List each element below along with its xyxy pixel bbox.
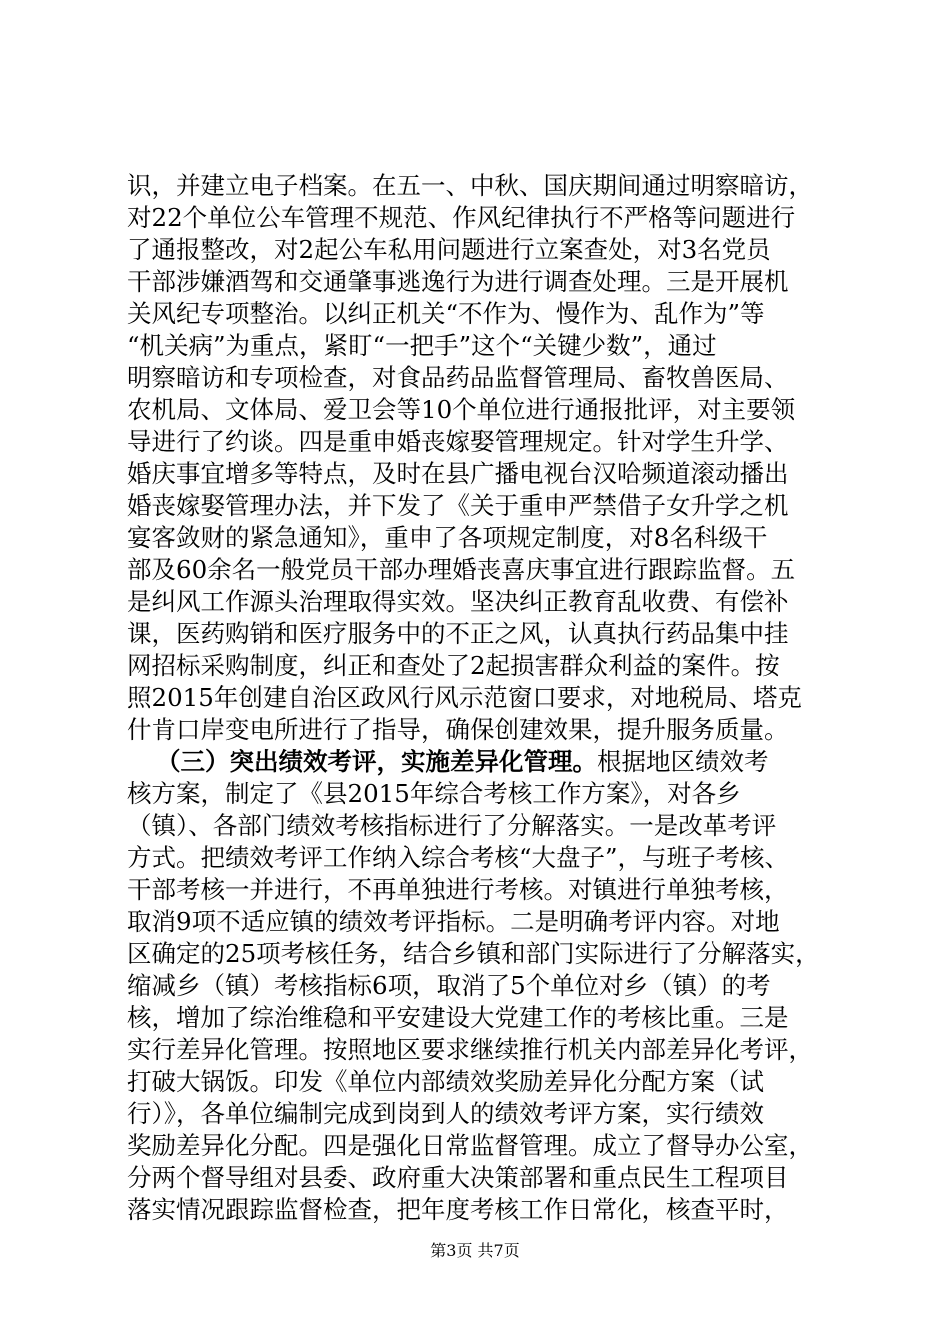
body-line: 网招标采购制度，纠正和查处了2起损害群众利益的案件。按 [127,651,780,680]
body-line: （镇）、各部门绩效考核指标进行了分解落实。一是改革考评 [127,811,777,840]
body-line: 落实情况跟踪监督检查，把年度考核工作日常化，核查平时， [127,1195,789,1224]
section-heading: （三）突出绩效考评，实施差异化管理。 [156,747,597,776]
body-line: 干部涉嫌酒驾和交通肇事逃逸行为进行调查处理。三是开展机 [127,267,789,296]
body-line: 对22个单位公车管理不规范、作风纪律执行不严格等问题进行 [127,203,796,232]
body-line: 核方案，制定了《县2015年综合考核工作方案》，对各乡 [127,779,741,808]
body-line: 取消9项不适应镇的绩效考评指标。二是明确考评内容。对地 [127,907,780,936]
body-line: 农机局、文体局、爱卫会等10个单位进行通报批评，对主要领 [127,395,796,424]
body-line: 方式。把绩效考评工作纳入综合考核“大盘子”，与班子考核、 [127,843,790,872]
body-line: 了通报整改，对2起公车私用问题进行立案查处，对3名党员 [127,235,771,264]
body-line: 婚丧嫁娶管理办法，并下发了《关于重申严禁借子女升学之机 [127,491,789,520]
body-line: 分两个督导组对县委、政府重大决策部署和重点民生工程项目 [127,1163,789,1192]
body-line: 什肯口岸变电所进行了指导，确保创建效果，提升服务质量。 [127,715,789,744]
body-line: 区确定的25项考核任务，结合乡镇和部门实际进行了分解落实， [127,939,820,968]
body-line: 缩减乡（镇）考核指标6项，取消了5个单位对乡（镇）的考 [127,971,771,1000]
section-heading-rest: 根据地区绩效考 [597,747,769,776]
body-line: 是纠风工作源头治理取得实效。坚决纠正教育乱收费、有偿补 [127,587,789,616]
body-line: 关风纪专项整治。以纠正机关“不作为、慢作为、乱作为”等 [127,299,765,328]
body-line: 识，并建立电子档案。在五一、中秋、国庆期间通过明察暗访， [127,171,813,200]
body-line: “机关病”为重点，紧盯“一把手”这个“关键少数”，通过 [127,331,717,360]
body-line: 干部考核一并进行，不再单独进行考核。对镇进行单独考核， [127,875,789,904]
body-line: 宴客敛财的紧急通知》，重申了各项规定制度，对8名科级干 [127,523,768,552]
body-line: 照2015年创建自治区政风行风示范窗口要求，对地税局、塔克 [127,683,802,712]
body-line: 课，医药购销和医疗服务中的不正之风，认真执行药品集中挂 [127,619,789,648]
body-line: 行）》，各单位编制完成到岗到人的绩效考评方案，实行绩效 [127,1099,764,1128]
body-line: 婚庆事宜增多等特点，及时在县广播电视台汉哈频道滚动播出 [127,459,789,488]
body-line: 奖励差异化分配。四是强化日常监督管理。成立了督导办公室， [127,1131,813,1160]
section-heading-line [156,746,827,778]
body-line: 部及60余名一般党员干部办理婚丧喜庆事宜进行跟踪监督。五 [127,555,796,584]
page-number-footer: 第3页 共7页 [430,1241,520,1260]
body-line: 导进行了约谈。四是重申婚丧嫁娶管理规定。针对学生升学、 [127,427,789,456]
body-line: 打破大锅饭。印发《单位内部绩效奖励差异化分配方案（试 [127,1067,764,1096]
body-line: 核，增加了综治维稳和平安建设大党建工作的考核比重。三是 [127,1003,789,1032]
body-line: 实行差异化管理。按照地区要求继续推行机关内部差异化考评， [127,1035,813,1064]
body-line: 明察暗访和专项检查，对食品药品监督管理局、畜牧兽医局、 [127,363,789,392]
